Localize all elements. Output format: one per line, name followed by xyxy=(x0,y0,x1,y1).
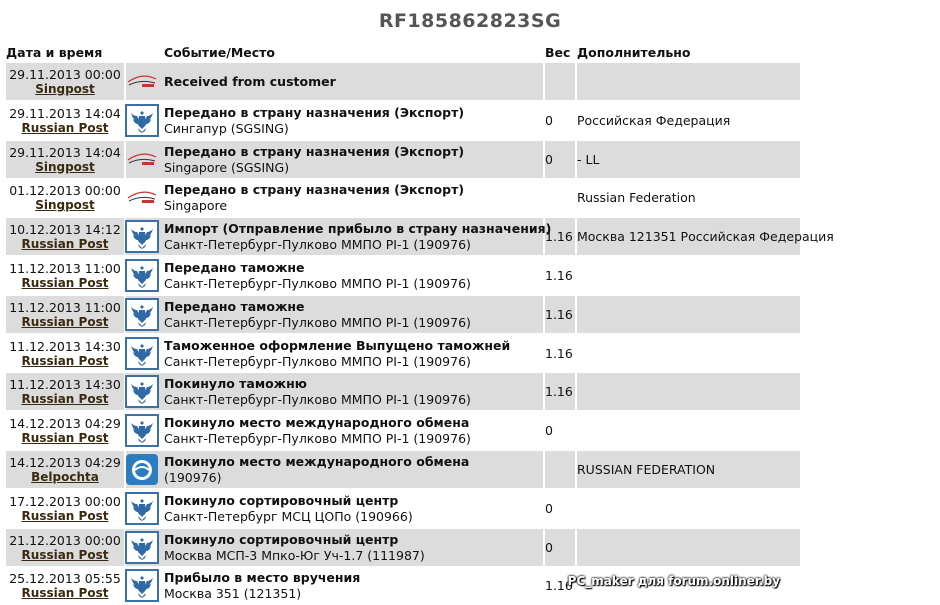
row-extra: Russian Federation xyxy=(577,190,696,206)
row-event: Received from customer xyxy=(164,74,336,89)
row-date: 29.11.2013 14:04 xyxy=(9,105,121,121)
row-extra: Москва 121351 Российская Федерация xyxy=(577,229,834,245)
header-weight: Вес xyxy=(545,45,571,60)
russian-post-eagle-icon xyxy=(125,337,159,370)
singpost-logo-icon xyxy=(125,181,159,214)
watermark-text: PC_maker для forum.onliner.by xyxy=(567,574,780,588)
russian-post-eagle-icon xyxy=(125,298,159,331)
table-row xyxy=(6,373,800,410)
row-extra: RUSSIAN FEDERATION xyxy=(577,462,716,477)
row-weight: 1.16 xyxy=(545,384,573,400)
carrier-link[interactable]: Russian Post xyxy=(21,353,109,368)
row-event: Передано таможне xyxy=(164,298,305,314)
russian-post-eagle-icon xyxy=(125,569,159,602)
row-date: 29.11.2013 00:00 xyxy=(9,67,121,82)
row-place: Санкт-Петербург-Пулково ММПО PI-1 (190976) xyxy=(164,431,471,447)
singpost-logo-icon xyxy=(125,65,159,98)
row-date: 11.12.2013 14:30 xyxy=(9,377,121,393)
table-header xyxy=(0,43,800,63)
belpochta-logo-icon xyxy=(125,453,159,486)
carrier-link[interactable]: Belpochta xyxy=(31,470,99,484)
row-weight: 0 xyxy=(545,112,553,128)
carrier-link[interactable]: Russian Post xyxy=(21,431,109,446)
carrier-link[interactable]: Russian Post xyxy=(21,314,109,329)
table-row xyxy=(6,412,800,449)
carrier-link[interactable]: Russian Post xyxy=(21,508,109,523)
header-date: Дата и время xyxy=(6,45,103,60)
carrier-link[interactable]: Russian Post xyxy=(21,237,109,252)
row-date: 14.12.2013 04:29 xyxy=(9,455,121,470)
carrier-link[interactable]: Russian Post xyxy=(21,547,109,562)
table-row xyxy=(6,141,800,178)
row-weight: 0 xyxy=(545,500,553,516)
row-date: 11.12.2013 11:00 xyxy=(9,261,121,276)
row-event: Покинуло место международного обмена xyxy=(164,415,470,431)
row-date: 14.12.2013 04:29 xyxy=(9,416,121,432)
tracking-number-title: RF185862823SG xyxy=(378,10,562,32)
row-weight: 0 xyxy=(545,423,553,439)
carrier-link[interactable]: Singpost xyxy=(35,82,95,96)
row-date: 11.12.2013 14:30 xyxy=(9,338,121,354)
table-row xyxy=(6,490,800,527)
russian-post-eagle-icon xyxy=(125,375,159,408)
row-weight: 0 xyxy=(545,539,553,555)
row-place: Singapore xyxy=(164,198,228,214)
russian-post-eagle-icon xyxy=(125,104,159,137)
row-date: 01.12.2013 00:00 xyxy=(9,183,121,199)
row-date: 21.12.2013 00:00 xyxy=(9,532,121,548)
row-place: (190976) xyxy=(164,470,222,485)
carrier-link[interactable]: Russian Post xyxy=(21,586,109,601)
row-event: Покинуло сортировочный центр xyxy=(164,492,399,508)
row-event: Передано таможне xyxy=(164,260,305,275)
row-place: Санкт-Петербург-Пулково ММПО PI-1 (190976) xyxy=(164,314,471,330)
carrier-link[interactable]: Russian Post xyxy=(21,276,109,290)
russian-post-eagle-icon xyxy=(125,492,159,525)
row-place: Санкт-Петербург-Пулково ММПО PI-1 (190976) xyxy=(164,392,471,408)
row-event: Таможенное оформление Выпущено таможней xyxy=(164,337,511,353)
row-weight: 1.16 xyxy=(545,578,573,594)
row-weight: 1.16 xyxy=(545,306,573,322)
table-row xyxy=(6,218,834,255)
table-row xyxy=(6,451,800,488)
russian-post-eagle-icon xyxy=(125,220,159,253)
row-event: Передано в страну назначения (Экспорт) xyxy=(164,182,465,198)
table-row xyxy=(6,296,800,333)
row-date: 29.11.2013 14:04 xyxy=(9,144,121,160)
table-row xyxy=(6,529,800,566)
russian-post-eagle-icon xyxy=(125,259,159,292)
row-weight: 1.16 xyxy=(545,345,573,361)
row-date: 17.12.2013 00:00 xyxy=(9,493,121,509)
row-place: Москва 351 (121351) xyxy=(164,586,302,602)
row-event: Покинуло сортировочный центр xyxy=(164,531,399,547)
row-date: 11.12.2013 11:00 xyxy=(9,299,121,315)
russian-post-eagle-icon xyxy=(125,414,159,447)
row-event: Покинуло таможню xyxy=(164,376,307,392)
row-weight: 0 xyxy=(545,151,553,167)
header-event: Событие/Место xyxy=(164,45,275,60)
row-event: Прибыло в место вручения xyxy=(164,570,361,586)
row-extra: Российская Федерация xyxy=(577,112,731,128)
carrier-link[interactable]: Russian Post xyxy=(21,392,109,407)
table-row xyxy=(6,335,800,372)
row-date: 25.12.2013 05:55 xyxy=(9,571,121,587)
row-event: Импорт (Отправление прибыло в страну назначения) xyxy=(164,221,552,237)
singpost-logo-icon xyxy=(125,143,159,176)
row-date: 10.12.2013 14:12 xyxy=(9,222,121,238)
carrier-link[interactable]: Singpost xyxy=(35,159,95,174)
table-row xyxy=(6,179,800,216)
row-extra: - LL xyxy=(577,151,600,167)
row-event: Передано в страну назначения (Экспорт) xyxy=(164,104,465,120)
row-event: Покинуло место международного обмена xyxy=(164,454,470,469)
row-place: Москва МСП-3 Мпко-Юг Уч-1.7 (111987) xyxy=(164,547,425,563)
row-event: Передано в страну назначения (Экспорт) xyxy=(164,143,465,159)
header-extra: Дополнительно xyxy=(577,45,691,60)
table-row xyxy=(6,63,800,100)
row-place: Санкт-Петербург-Пулково ММПО PI-1 (190976) xyxy=(164,237,471,253)
table-row xyxy=(6,257,800,294)
row-place: Сингапур (SGSING) xyxy=(164,120,289,136)
table-row xyxy=(6,102,800,139)
row-weight: 1.16 xyxy=(545,229,573,245)
row-place: Санкт-Петербург МСЦ ЦОПо (190966) xyxy=(164,508,413,524)
row-weight: 1.16 xyxy=(545,268,573,283)
russian-post-eagle-icon xyxy=(125,531,159,564)
row-place: Санкт-Петербург-Пулково ММПО PI-1 (190976) xyxy=(164,276,471,291)
carrier-link[interactable]: Singpost xyxy=(35,198,95,213)
row-place: Санкт-Петербург-Пулково ММПО PI-1 (190976) xyxy=(164,353,471,369)
row-place: Singapore (SGSING) xyxy=(164,159,290,175)
carrier-link[interactable]: Russian Post xyxy=(21,120,109,135)
